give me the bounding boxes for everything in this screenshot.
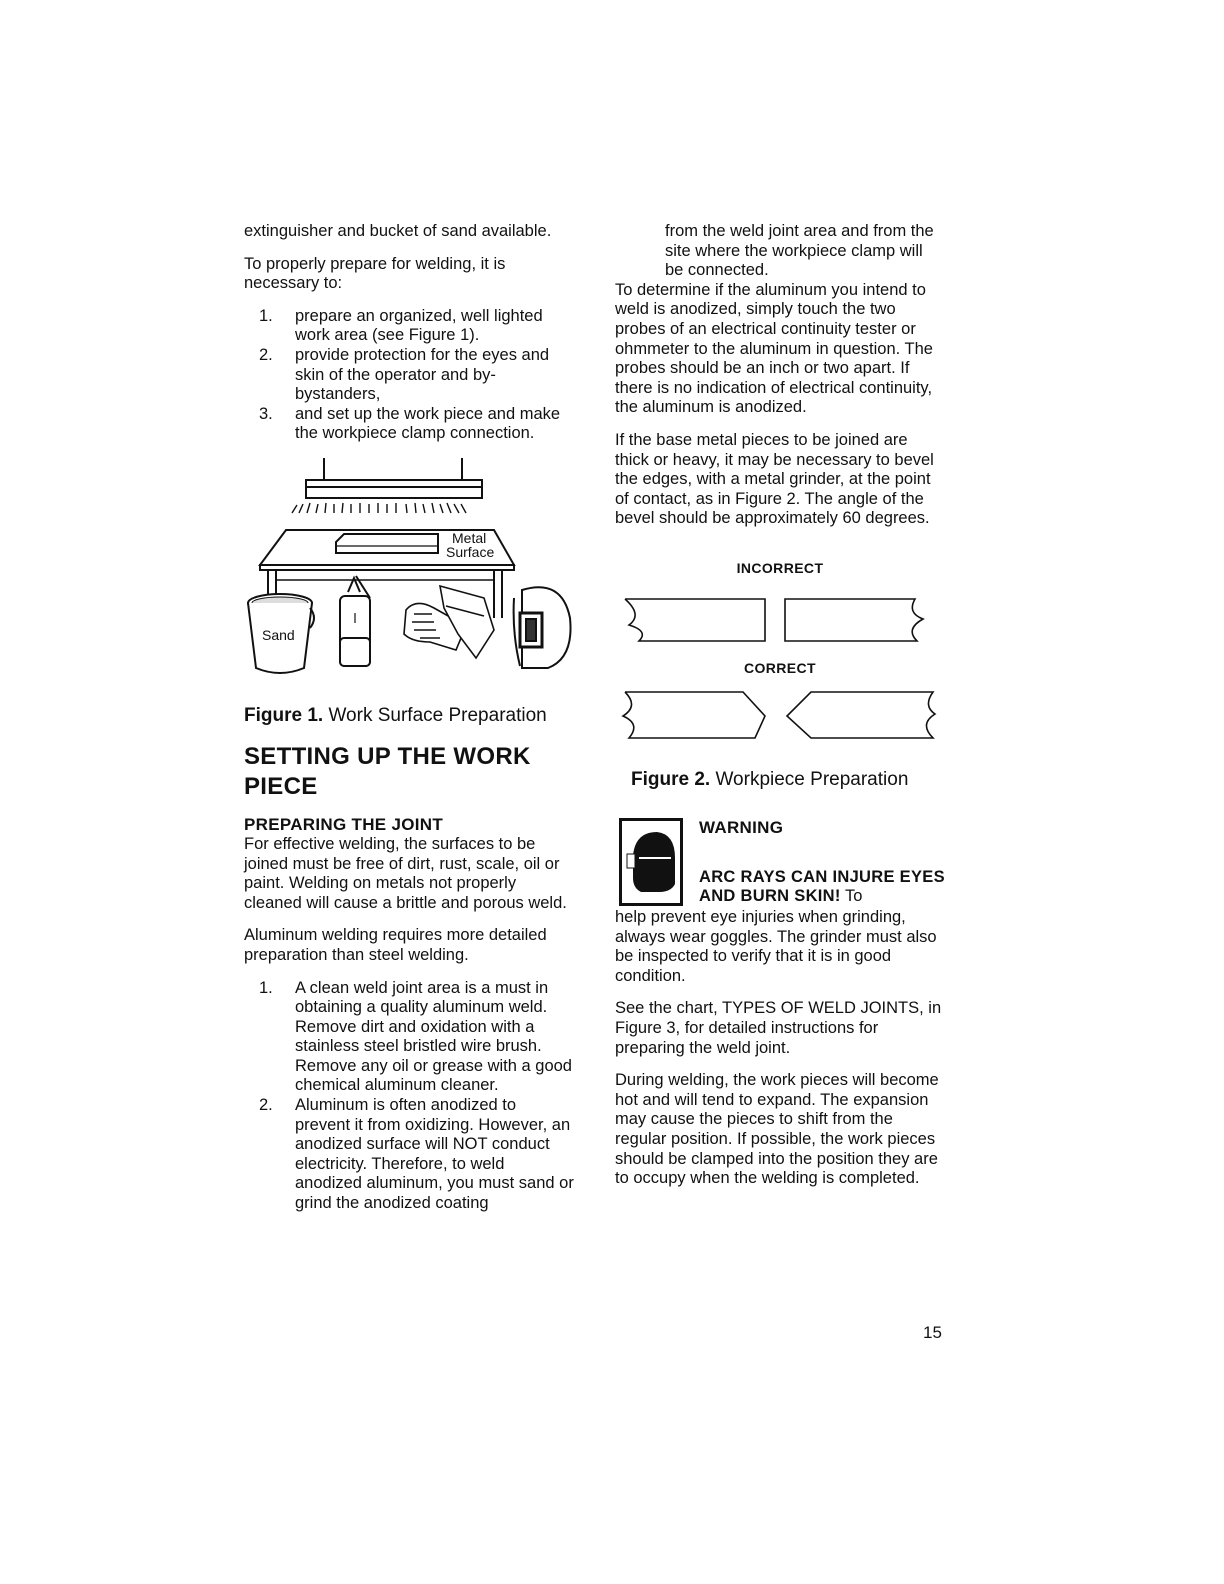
figure-1-caption: Figure 1. Work Surface Preparation xyxy=(244,704,547,726)
sand-bucket xyxy=(248,594,314,673)
paragraph: During welding, the work pieces will become hot and will tend to expand. The expansion may cause the pieces to shift from the regular position. If possible, the work pieces should be clamped into the position they are to occupy when the welding is completed. xyxy=(615,1071,939,1188)
warning-lead: ARC RAYS CAN INJURE EYES AND BURN SKIN! To xyxy=(699,867,945,906)
paragraph: To properly prepare for welding, it is necessary to: xyxy=(244,254,506,293)
section-title: SETTING UP THE WORK PIECE xyxy=(244,742,531,800)
figure-2-caption: Figure 2. Workpiece Preparation xyxy=(631,769,909,791)
light-rays xyxy=(292,503,466,513)
list-item: 2. Aluminum is often anodized to prevent it from oxidizing. However, an anodized surface will NOT conduct electricity. Therefore, to weld anodized aluminum, you must sand or grind the anodized coating xyxy=(259,1096,574,1213)
aluminum-prep-list xyxy=(244,979,574,1214)
light-fixture-top xyxy=(306,480,482,487)
warning-text xyxy=(699,818,945,907)
list-item: 2. provide protection for the eyes and skin of the operator and by-bystanders, xyxy=(259,345,550,404)
paragraph: For effective welding, the surfaces to be joined must be free of dirt, rust, scale, oil or paint. Welding on metals not properly cleaned will cause a brittle and porous weld. xyxy=(244,834,567,912)
label-surface: Surface xyxy=(446,543,495,560)
welding-gloves xyxy=(404,586,494,658)
paragraph: To determine if the aluminum you intend to weld is anodized, simply touch the two probes of an electrical continuity tester or ohmmeter to the aluminum in question. The probes should be an inch or two apart. If there is no indication of electrical continuity, the aluminum is anodized. xyxy=(615,280,933,417)
light-fixture xyxy=(306,487,482,498)
preparation-list xyxy=(244,307,574,444)
list-item: 1. A clean weld joint area is a must in obtaining a quality aluminum weld. Remove dirt and oxidation with a stainless steel bristled wire brush. Remove any oil or grease with a good chemical aluminum cleaner. xyxy=(259,978,572,1095)
list-item: 3. and set up the work piece and make the workpiece clamp connection. xyxy=(259,404,561,443)
warning-block xyxy=(615,818,945,910)
label-incorrect: INCORRECT xyxy=(736,559,824,576)
figure-2 xyxy=(615,559,945,792)
paragraph: If the base metal pieces to be joined are thick or heavy, it may be necessary to bevel the edges, with a metal grinder, at the point of contact, as in Figure 2. The angle of the bevel should be approximately 60 degrees. xyxy=(615,430,934,528)
label-correct: CORRECT xyxy=(743,659,817,676)
warning-body: help prevent eye injuries when grinding, always wear goggles. The grinder must also be inspected to verify that it is in good condition. xyxy=(615,908,937,985)
eye-protection-warning-icon xyxy=(619,818,683,906)
paragraph: Aluminum welding requires more detailed preparation than steel welding. xyxy=(244,926,547,964)
paragraph: extinguisher and bucket of sand available. xyxy=(244,222,552,240)
page-number: 15 xyxy=(923,1323,942,1342)
right-column xyxy=(615,222,945,1202)
correct-joint-diagram xyxy=(615,684,945,744)
welding-helmet xyxy=(514,587,571,668)
left-column xyxy=(244,222,574,1227)
metal-surface-plate xyxy=(336,534,438,553)
figure-1-illustration xyxy=(244,458,584,698)
label-sand: Sand xyxy=(262,626,295,643)
continued-list-text: from the weld joint area and from the site where the workpiece clamp will be connected. xyxy=(665,222,934,280)
fire-extinguisher xyxy=(340,576,370,666)
subsection-title: PREPARING THE JOINT xyxy=(244,814,444,834)
incorrect-joint-diagram xyxy=(615,589,945,647)
warning-heading: WARNING xyxy=(699,818,784,838)
label-metal: Metal xyxy=(452,529,487,546)
paragraph: See the chart, TYPES OF WELD JOINTS, in Figure 3, for detailed instructions for preparing the weld joint. xyxy=(615,999,942,1057)
list-item: 1. prepare an organized, well lighted work area (see Figure 1). xyxy=(259,306,543,345)
